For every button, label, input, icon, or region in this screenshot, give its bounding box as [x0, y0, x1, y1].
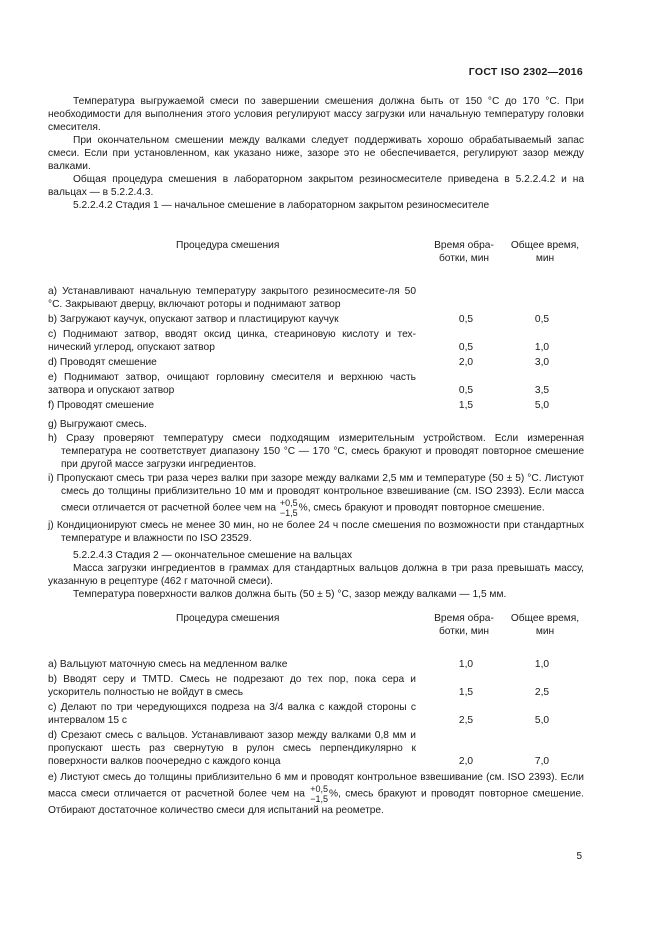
table-2-header-total: Общее время, мин	[510, 613, 580, 637]
section-2-paragraph-2: Температура поверхности валков должна быть (50 ± 5) °С, зазор между валками — 1,5 мм.	[73, 589, 507, 600]
step-h: h) Сразу проверяют температуру смеси подходящим измерительным устройством. Если измеренная температура не соответствует диапазону 150 °С — 170 °С, смесь бракуют и проводят повторное смешение при другой массе загрузки ингредиентов.	[48, 433, 584, 470]
intro-paragraph-2: При окончательном смешении между валками следует поддерживать хорошо обрабатываемый запас смеси. Если при установленном, как указано ниже, зазоре это не обеспечивается, регулируют зазор между валками.	[48, 135, 584, 172]
table-1-header-time: Время обра- ботки, мин	[434, 240, 494, 264]
tolerance: +0,5 −1,5	[310, 784, 329, 804]
step-j: j) Кондиционируют смесь не менее 30 мин, но не более 24 ч после смешения по возможности при стандартных температуре и влажности по ISO 23529.	[48, 520, 584, 544]
section-1-title: 5.2.2.4.2 Стадия 1 — начальное смешение в лабораторном закрытом резиносмесителе	[73, 200, 490, 211]
table-row: a) Вальцуют маточную смесь на медленном валке 1,0 1,0	[48, 659, 550, 670]
table-2-header-time: Время обра- ботки, мин	[434, 613, 494, 637]
table-row: e) Поднимают затвор, очищают горловину смесителя и верхнюю часть затвора и опускают затвор 0,5 3,5	[48, 372, 550, 396]
page-content	[48, 95, 584, 817]
table-1-header-procedure: Процедура смешения	[176, 240, 280, 251]
step-e: e) Листуют смесь до толщины приблизительно 6 мм и проводят контрольное взвешивание (см. ISO 2393). Если масса смеси отличается от расчетной более чем на +0,5 −1,5 %, смесь бракуют и проводят повторное смешение. Отбирают достаточное количество смеси для испытаний на реометре.	[48, 772, 584, 816]
table-1-header-total: Общее время, мин	[510, 240, 580, 264]
table-2-body	[48, 658, 584, 768]
table-row: c) Поднимают затвор, вводят оксид цинка, стеариновую кислоту и тех-нический углерод, опускают затвор 0,5 1,0	[48, 329, 550, 353]
table-2-header-procedure: Процедура смешения	[176, 613, 280, 624]
table-row: c) Делают по три чередующихся подреза на 3/4 валка с каждой стороны с интервалом 15 с 2,5 5,0	[48, 702, 550, 726]
page-number: 5	[576, 851, 582, 862]
step-g: g) Выгружают смесь.	[48, 419, 147, 430]
table-1-body	[48, 285, 584, 412]
intro-paragraph-1: Температура выгружаемой смеси по завершении смешения должна быть от 150 °С до 170 °С. При необходимости для выполнения этого условия регулируют массу загрузки или начальную температуру головки смесителя.	[48, 96, 584, 133]
table-2-header	[48, 612, 584, 656]
section-2-title: 5.2.2.4.3 Стадия 2 — окончательное смешение на вальцах	[73, 550, 353, 561]
table-row: a) Устанавливают начальную температуру закрытого резиносмесите-ля 50 °С. Закрывают дверцу, включают роторы и поднимают затвор	[48, 286, 416, 310]
table-row: d) Срезают смесь с вальцов. Устанавливают зазор между валками 0,8 мм и пропускают шесть раз свернутую в рулон смесь перпендикулярно к поверхности валков поочередно с каждого конца 2,0 7,0	[48, 730, 550, 767]
document-id-header: ГОСТ ISO 2302—2016	[468, 66, 583, 78]
tolerance: +0,5 −1,5	[279, 498, 298, 518]
table-row: f) Проводят смешение 1,5 5,0	[48, 400, 550, 411]
table-row: d) Проводят смешение 2,0 3,0	[48, 357, 550, 368]
table-row: b) Загружают каучук, опускают затвор и пластицируют каучук 0,5 0,5	[48, 314, 550, 325]
section-2-paragraph-1: Масса загрузки ингредиентов в граммах для стандартных вальцов должна в три раза превышать массу, указанную в рецептуре (462 г маточной смеси).	[48, 563, 584, 587]
step-i: i) Пропускают смесь три раза через валки при зазоре между валками 2,5 мм и температуре (50 ± 5) °С. Листуют смесь до толщины приблизительно 10 мм и проводят контрольное взвешивание (см. ISO 2393). Если масса смеси отличается от расчетной более чем на +0,5 −1,5 %, смесь бракуют и проводят повторное смешение.	[48, 473, 584, 518]
table-1-header	[48, 239, 584, 283]
table-row: b) Вводят серу и TMTD. Смесь не подрезают до тех пор, пока сера и ускоритель полностью не войдут в смесь 1,5 2,5	[48, 674, 550, 698]
intro-paragraph-3: Общая процедура смешения в лабораторном закрытом резиносмесителе приведена в 5.2.2.4.2 и на вальцах — в 5.2.2.4.3.	[48, 174, 584, 198]
